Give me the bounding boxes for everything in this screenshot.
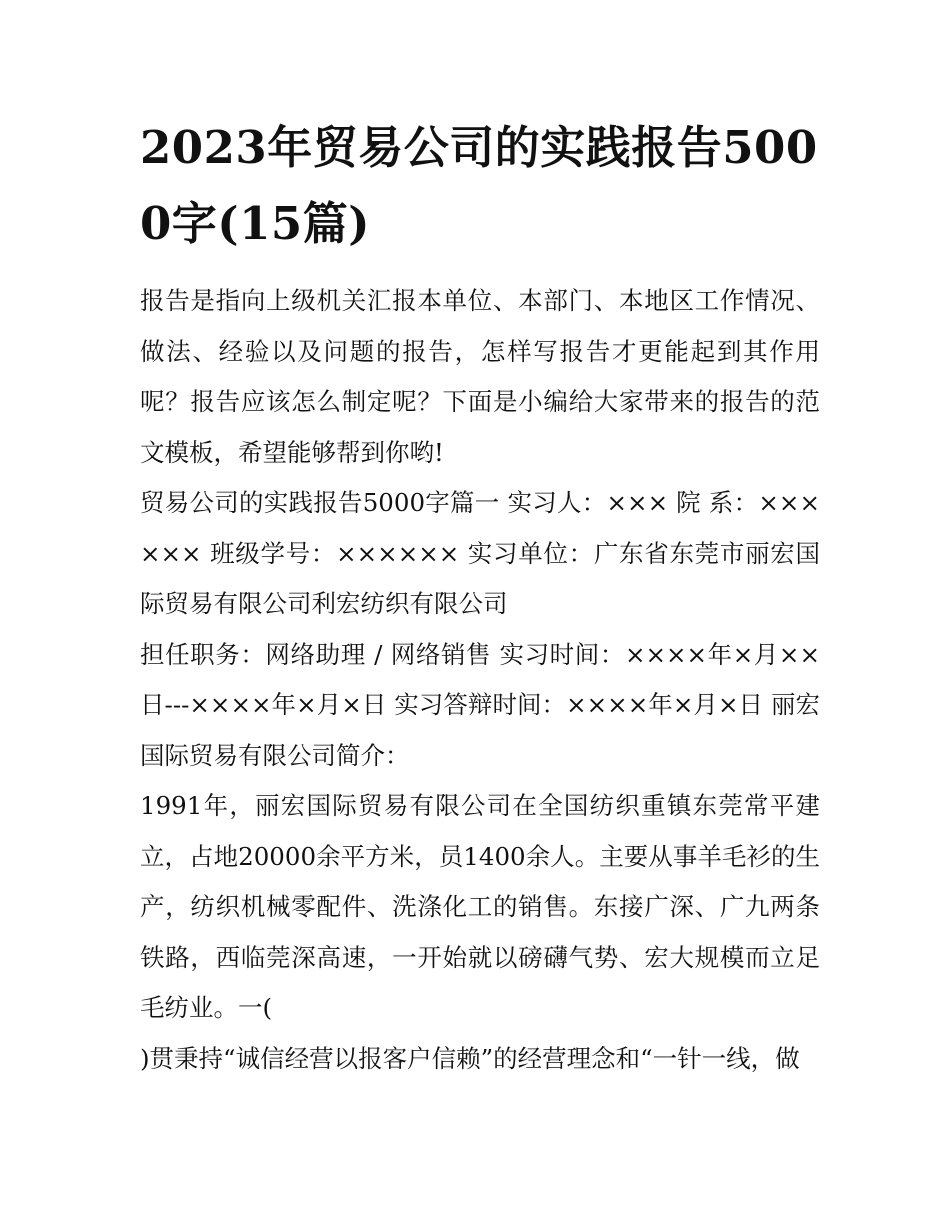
paragraph-intern-info: 贸易公司的实践报告5000字篇一 实习人：××× 院 系：×××××× 班级学号：×××××× 实习单位：广东省东莞市丽宏国际贸易有限公司利宏纺织有限公司 [140,488,820,618]
paragraph-position-time: 担任职务：网络助理 / 网络销售 实习时间：××××年×月××日---××××年×月×日 实习答辩时间：××××年×月×日 丽宏国际贸易有限公司简介： [140,639,820,770]
paragraph-company-intro: 1991年，丽宏国际贸易有限公司在全国纺织重镇东莞常平建立，占地20000余平方米，员1400余人。主要从事羊毛衫的生产，纺织机械零配件、洗涤化工的销售。东接广深、广九两条铁路，西临莞深高速，一开始就以磅礴气势、宏大规模而立足毛纺业。一( [140,791,820,1022]
paragraph-intro: 报告是指向上级机关汇报本单位、本部门、本地区工作情况、做法、经验以及问题的报告，怎样写报告才更能起到其作用呢？报告应该怎么制定呢？下面是小编给大家带来的报告的范文模板，希望能够帮到你哟! [140,286,820,467]
document-body [140,110,820,1084]
paragraph-company-philosophy: )贯秉持“诚信经营以报客户信赖”的经营理念和“一针一线，做 [140,1043,800,1073]
document-title: 2023年贸易公司的实践报告5000字(15篇) [140,121,818,250]
